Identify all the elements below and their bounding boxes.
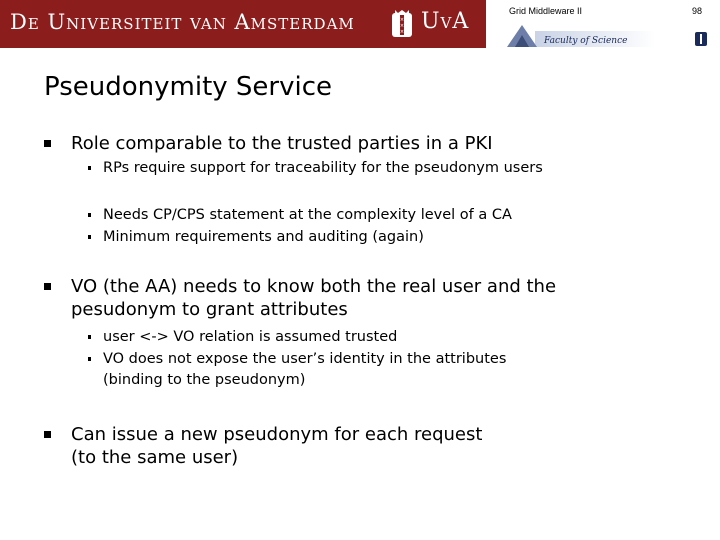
svg-text:×: × (399, 23, 405, 29)
small-crest-icon (695, 30, 707, 46)
bullet-text-line: Can issue a new pseudonym for each request (71, 424, 483, 445)
bullet-text-line: VO (the AA) needs to know both the real user and the (71, 276, 557, 297)
sub-bullet-text: RPs require support for traceability for the pseudonym users (103, 160, 543, 176)
sub-bullet-text: Minimum requirements and auditing (again) (103, 229, 424, 245)
page-number: 98 (692, 6, 703, 16)
sub-bullet-marker (88, 335, 91, 339)
svg-text:×: × (399, 17, 405, 23)
sub-bullet-text: VO does not expose the user’s identity in the attributes (103, 351, 507, 367)
svg-text:×: × (399, 29, 405, 35)
sub-bullet-marker (88, 235, 91, 239)
university-name: De Universiteit van Amsterdam (10, 10, 355, 34)
sub-bullet-text-continuation: (binding to the pseudonym) (103, 372, 306, 388)
bullet-marker (44, 283, 51, 290)
bullet-text: Role comparable to the trusted parties in a PKI (71, 133, 493, 154)
sub-bullet-text: user <-> VO relation is assumed trusted (103, 329, 398, 345)
bullet-text-line: pesudonym to grant attributes (71, 299, 348, 320)
bullet-text-line: (to the same user) (71, 447, 239, 468)
slide-title: Pseudonymity Service (44, 72, 333, 102)
uva-crest-icon (391, 9, 413, 39)
sub-bullet-marker (88, 213, 91, 217)
sub-bullet-text: Needs CP/CPS statement at the complexity level of a CA (103, 207, 512, 223)
uva-logo-text: UvA (421, 9, 470, 34)
bullet-marker (44, 140, 51, 147)
sub-bullet-marker (88, 357, 91, 361)
bullet-marker (44, 431, 51, 438)
sub-bullet-marker (88, 166, 91, 170)
course-title: Grid Middleware II (509, 6, 583, 16)
faculty-label: Faculty of Science (544, 36, 628, 46)
